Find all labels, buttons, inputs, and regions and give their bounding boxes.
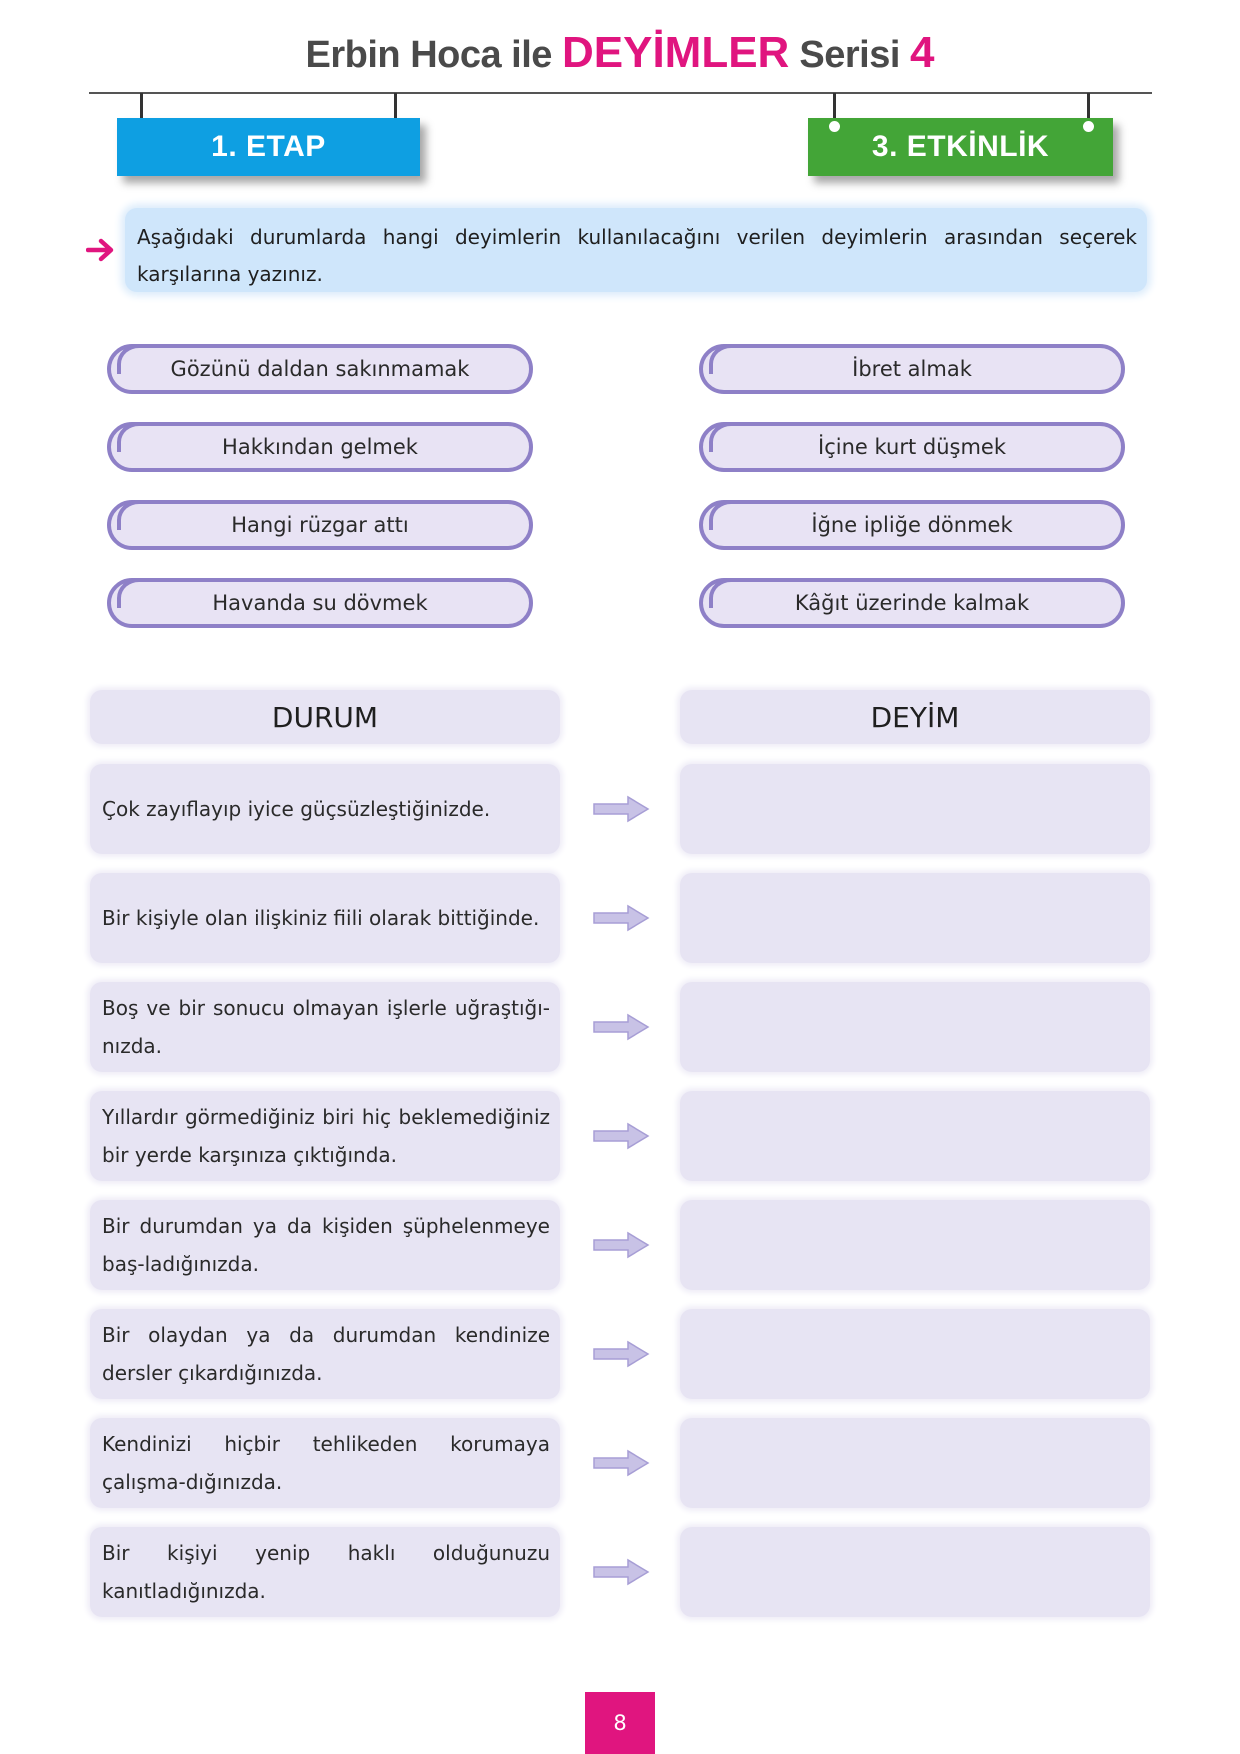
title-part-3: Serisi [799,34,900,76]
situation-cell: Yıllardır görmediğiniz biri hiç beklemediğiniz bir yerde karşınıza çıktığında. [90,1091,560,1181]
idiom-answer-field[interactable] [680,764,1150,854]
banner-hanger-left [394,93,397,119]
idiom-answer-field[interactable] [680,1091,1150,1181]
situation-cell: Çok zayıflayıp iyice güçsüzleştiğinizde. [90,764,560,854]
arrow-right-icon [86,232,116,268]
idiom-option: Gözünü daldan sakınmamak [107,344,533,394]
idiom-answer-field[interactable] [680,982,1150,1072]
banner-hanger-right [833,93,836,119]
page-title [0,28,1240,78]
block-arrow-right-icon [592,904,650,932]
idiom-option: İçine kurt düşmek [699,422,1125,472]
title-part-1: Erbin Hoca ile [305,34,552,76]
title-part-2: DEYİMLER [561,28,790,77]
idiom-answer-field[interactable] [680,1527,1150,1617]
situation-cell: Boş ve bir sonucu olmayan işlerle uğraştığı-nızda. [90,982,560,1072]
instruction-text: Aşağıdaki durumlarda hangi deyimlerin kullanılacağını verilen deyimlerin arasından seçerek karşılarına yazınız. [125,208,1147,292]
idiom-option: Hangi rüzgar attı [107,500,533,550]
idiom-option: Hakkından gelmek [107,422,533,472]
situation-cell: Bir kişiyle olan ilişkiniz fiili olarak bittiğinde. [90,873,560,963]
block-arrow-right-icon [592,1231,650,1259]
block-arrow-right-icon [592,1558,650,1586]
banner-hanger-right [1087,93,1090,119]
idiom-option: İbret almak [699,344,1125,394]
situation-cell: Bir kişiyi yenip haklı olduğunuzu kanıtladığınızda. [90,1527,560,1617]
header-divider [89,92,1152,94]
situation-cell: Bir olaydan ya da durumdan kendinize dersler çıkardığınızda. [90,1309,560,1399]
situation-cell: Kendinizi hiçbir tehlikeden korumaya çalışma-dığınızda. [90,1418,560,1508]
idiom-answer-field[interactable] [680,1309,1150,1399]
idiom-answer-field[interactable] [680,1200,1150,1290]
page-number: 8 [585,1692,655,1754]
banner-ring-icon [829,121,840,132]
stage-banner: 1. ETAP [117,118,420,176]
block-arrow-right-icon [592,1013,650,1041]
block-arrow-right-icon [592,1449,650,1477]
idiom-option: İğne ipliğe dönmek [699,500,1125,550]
block-arrow-right-icon [592,1122,650,1150]
title-part-4: 4 [910,28,935,77]
banner-ring-icon [1083,121,1094,132]
block-arrow-right-icon [592,1340,650,1368]
idiom-option: Havanda su dövmek [107,578,533,628]
situation-column-header: DURUM [90,690,560,744]
activity-banner: 3. ETKİNLİK [808,118,1113,176]
situation-cell: Bir durumdan ya da kişiden şüphelenmeye baş-ladığınızda. [90,1200,560,1290]
idiom-answer-field[interactable] [680,873,1150,963]
idiom-option: Kâğıt üzerinde kalmak [699,578,1125,628]
idiom-answer-field[interactable] [680,1418,1150,1508]
idiom-column-header: DEYİM [680,690,1150,744]
banner-hanger-left [140,93,143,119]
block-arrow-right-icon [592,795,650,823]
